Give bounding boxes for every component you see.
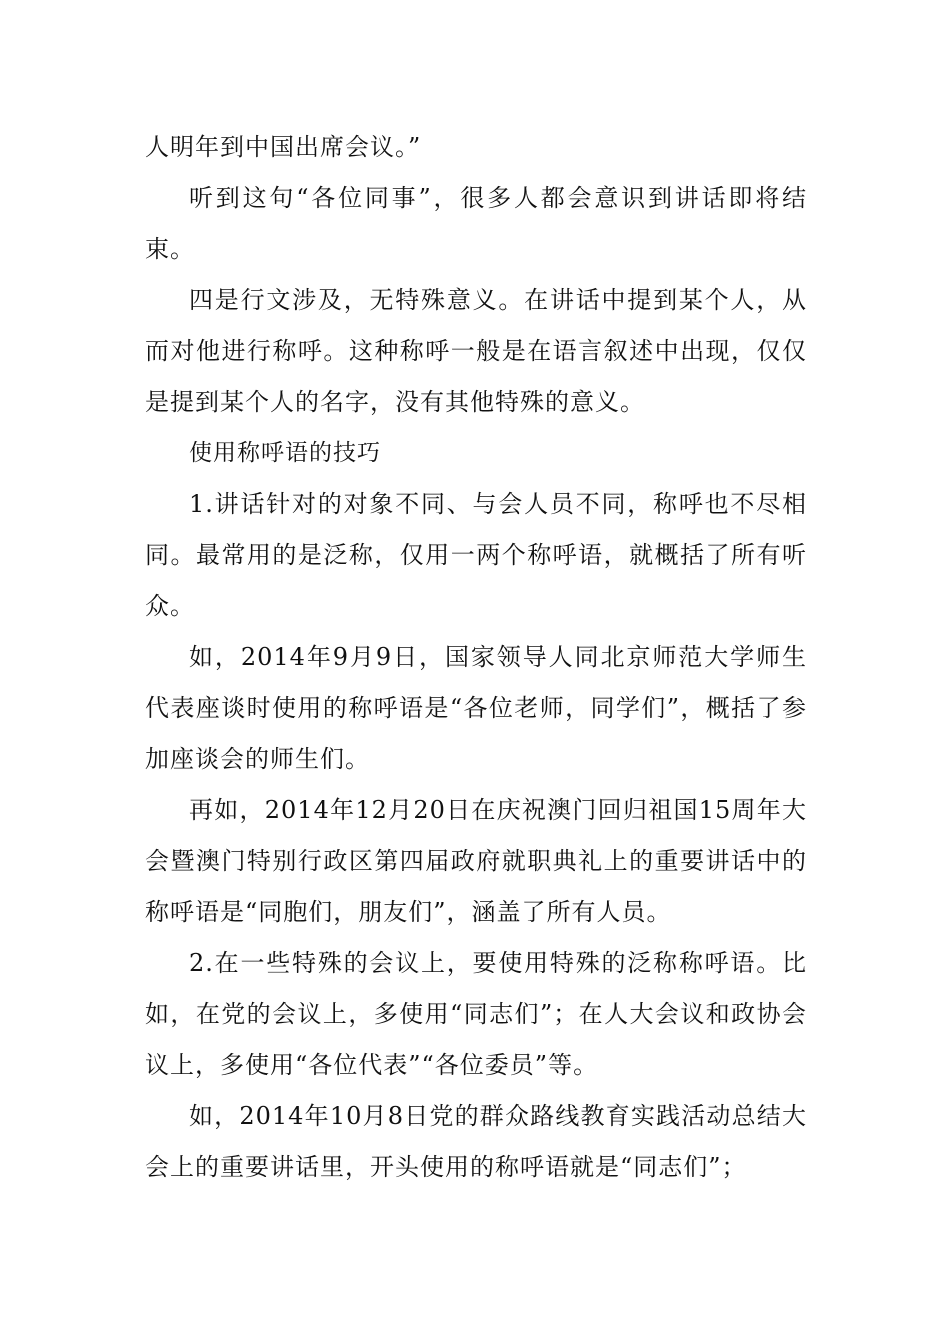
- body-text: [145, 122, 807, 1193]
- paragraph: 如，2014年9月9日，国家领导人同北京师范大学师生代表座谈时使用的称呼语是“各位老师，同学们”，概括了参加座谈会的师生们。: [145, 643, 807, 773]
- section-heading: 使用称呼语的技巧: [189, 440, 381, 466]
- paragraph-continuation: 人明年到中国出席会议。”: [145, 133, 422, 161]
- paragraph: 听到这句“各位同事”，很多人都会意识到讲话即将结束。: [145, 184, 807, 263]
- paragraph: 1.讲话针对的对象不同、与会人员不同，称呼也不尽相同。最常用的是泛称，仅用一两个称呼语，就概括了所有听众。: [145, 490, 807, 620]
- paragraph: 再如，2014年12月20日在庆祝澳门回归祖国15周年大会暨澳门特别行政区第四届政府就职典礼上的重要讲话中的称呼语是“同胞们，朋友们”，涵盖了所有人员。: [145, 796, 807, 926]
- paragraph: 如，2014年10月8日党的群众路线教育实践活动总结大会上的重要讲话里，开头使用的称呼语就是“同志们”；: [145, 1102, 807, 1181]
- paragraph: 四是行文涉及，无特殊意义。在讲话中提到某个人，从而对他进行称呼。这种称呼一般是在语言叙述中出现，仅仅是提到某个人的名字，没有其他特殊的意义。: [145, 286, 807, 416]
- paragraph: 2.在一些特殊的会议上，要使用特殊的泛称称呼语。比如，在党的会议上，多使用“同志们”；在人大会议和政协会议上，多使用“各位代表”“各位委员”等。: [145, 949, 807, 1079]
